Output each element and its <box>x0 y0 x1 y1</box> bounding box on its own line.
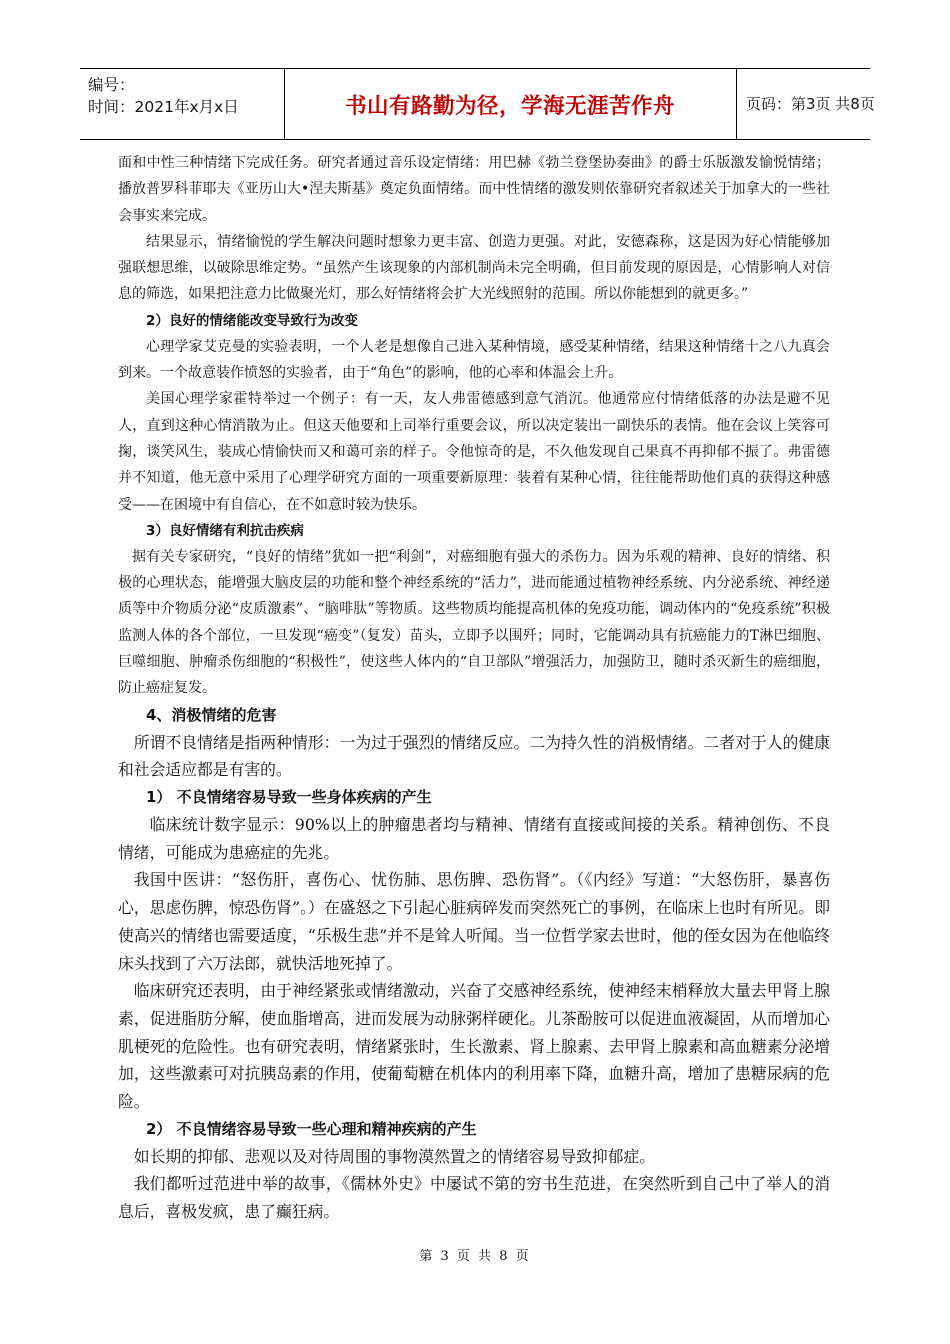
section-heading: 3）良好情绪有利抗击疾病 <box>146 522 304 539</box>
paragraph: 据有关专家研究，“良好的情绪”犹如一把“利剑”，对癌细胞有强大的杀伤力。因为乐观的精神、良好的情绪、积极的心理状态，能增强大脑皮层的功能和整个神经系统的“活力”，进而能通过植物神经系统、内分泌系统、神经递质等中介物质分泌“皮质激素”、“脑啡肽”等物质。这些物质均能提高机体的免疫功能，调动体内的“免疫系统”积极监测人体的各个部位，一旦发现“癌变”（复发）苗头，立即予以围歼；同时，它能调动具有抗癌能力的T淋巴细胞、巨噬细胞、肿瘤杀伤细胞的“积极性”，使这些人体内的“自卫部队”增强活力，加强防卫，随时杀灭新生的癌细胞，防止癌症复发。 <box>118 548 830 697</box>
section-heading: 2）良好的情绪能改变导致行为改变 <box>146 312 358 329</box>
page-info: 页码：第3页 共8页 <box>746 95 875 113</box>
header-motto-cell <box>284 69 737 139</box>
number-label: 编号： <box>88 76 135 94</box>
paragraph: 我国中医讲：“怒伤肝，喜伤心、忧伤肺、思伤脾、恐伤肾”。（《内经》写道：“大怒伤肝，暴喜伤心，思虑伤脾，惊恐伤肾”。）在盛怒之下引起心脏病碎发而突然死亡的事例，在临床上也时有所见。即使高兴的情绪也需要适度，“乐极生悲”并不是耸人听闻。当一位哲学家去世时，他的侄女因为在他临终床头找到了六万法郎，就快活地死掉了。 <box>118 870 830 973</box>
paragraph: 临床统计数字显示：90%以上的肿瘤患者均与精神、情绪有直接或间接的关系。精神创伤、不良情绪，可能成为患癌症的先兆。 <box>118 815 830 862</box>
section-heading: 2） 不良情绪容易导致一些心理和精神疾病的产生 <box>146 1119 477 1138</box>
section-heading: 4、消极情绪的危害 <box>146 705 277 724</box>
motto-text: 书山有路勤为径，学海无涯苦作舟 <box>344 94 675 119</box>
paragraph: 我们都听过范进中举的故事，《儒林外史》中屡试不第的穷书生范进，在突然听到自己中了举人的消息后，喜极发疯，患了癫狂病。 <box>118 1174 830 1222</box>
paragraph: 心理学家艾克曼的实验表明，一个人老是想像自己进入某种情境，感受某种情绪，结果这种情绪十之八九真会到来。一个故意装作愤怒的实验者，由于“角色”的影响，他的心率和体温会上升。 <box>118 338 830 382</box>
page-header <box>80 68 875 140</box>
section-heading: 1） 不良情绪容易导致一些身体疾病的产生 <box>146 788 432 807</box>
paragraph: 所谓不良情绪是指两种情形：一为过于强烈的情绪反应。二为持久性的消极情绪。二者对于人的健康和社会适应都是有害的。 <box>118 732 830 780</box>
paragraph: 如长期的抑郁、悲观以及对待周围的事物漠然置之的情绪容易导致抑郁症。 <box>133 1146 656 1166</box>
date-label: 时间：2021年x月x日 <box>88 98 239 116</box>
page-footer: 第 3 页 共 8 页 <box>419 1249 531 1264</box>
paragraph: 临床研究还表明，由于神经紧张或情绪激动，兴奋了交感神经系统，使神经末梢释放大量去甲肾上腺素，促进脂肪分解，使血脂增高，进而发展为动脉粥样硬化。儿茶酚胺可以促进血液凝固，从而增加心肌梗死的危险性。也有研究表明，情绪紧张时，生长激素、肾上腺素、去甲肾上腺素和高血糖素分泌增加，这些激素可对抗胰岛素的作用，使葡萄糖在机体内的利用率下降，血糖升高，增加了患糖尿病的危险。 <box>118 981 830 1112</box>
paragraph: 美国心理学家霍特举过一个例子：有一天，友人弗雷德感到意气消沉。他通常应付情绪低落的办法是避不见人，直到这种心情消散为止。但这天他要和上司举行重要会议，所以决定装出一副快乐的表情。他在会议上笑容可掬，谈笑风生，装成心情愉快而又和蔼可亲的样子。令他惊奇的是，不久他发现自己果真不再抑郁不振了。弗雷德并不知道，他无意中采用了心理学研究方面的一项重要新原理：装着有某种心情，往往能帮助他们真的获得这种感受——在困境中有自信心，在不如意时较为快乐。 <box>118 391 830 513</box>
paragraph: 结果显示，情绪愉悦的学生解决问题时想象力更丰富、创造力更强。对此，安德森称，这是因为好心情能够加强联想思维，以破除思维定势。“虽然产生该现象的内部机制尚未完全明确，但目前发现的原因是，心情影响人对信息的筛选，如果把注意力比做聚光灯，那么好情绪将会扩大光线照射的范围。所以你能想到的就更多。” <box>118 233 830 303</box>
header-meta-cell <box>80 69 285 139</box>
paragraph: 面和中性三种情绪下完成任务。研究者通过音乐设定情绪：用巴赫《勃兰登堡协奏曲》的爵士乐版激发愉悦情绪；播放普罗科菲耶夫《亚历山大•涅夫斯基》奠定负面情绪。而中性情绪的激发则依靠研究者叙述关于加拿大的一些社会事实来完成。 <box>118 155 830 224</box>
header-page-cell <box>736 69 875 139</box>
document-body <box>118 150 830 1226</box>
